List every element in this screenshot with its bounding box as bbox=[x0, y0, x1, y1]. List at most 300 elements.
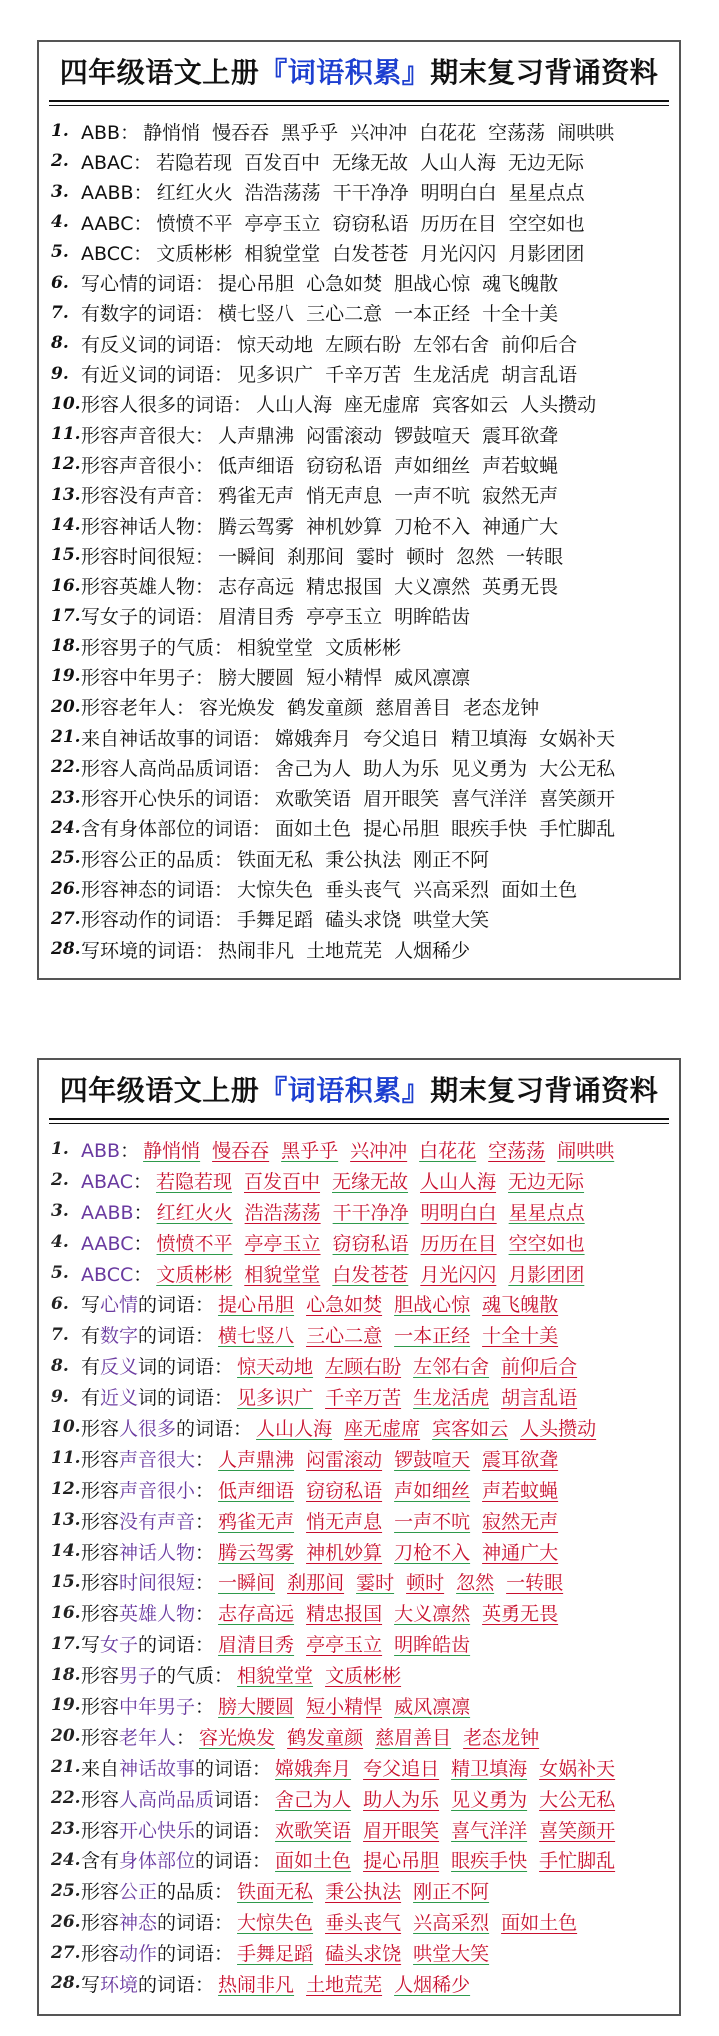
idiom: 心急如焚 bbox=[306, 1294, 383, 1317]
item-number: 23. bbox=[51, 1819, 81, 1840]
item-category bbox=[81, 784, 271, 811]
item-number: 16. bbox=[51, 1602, 81, 1623]
idiom: 干干净净 bbox=[332, 1201, 409, 1224]
category-keyword: 环境 bbox=[100, 1973, 139, 1996]
idiom: 神机妙算 bbox=[306, 515, 383, 538]
idiom: 见义勇为 bbox=[451, 757, 528, 780]
idiom: 空空如也 bbox=[508, 212, 585, 235]
category-keyword: 没有声音 bbox=[119, 1510, 196, 1533]
category-prefix: 有 bbox=[81, 1356, 101, 1379]
idiom: 老态龙钟 bbox=[463, 1726, 540, 1749]
category-keyword: 老年人 bbox=[119, 1726, 177, 1749]
item-number: 14. bbox=[51, 515, 81, 535]
idiom: 大惊失色 bbox=[237, 1912, 314, 1935]
item-category bbox=[81, 1198, 153, 1225]
idiom-group bbox=[157, 1229, 597, 1256]
idiom: 震耳欲聋 bbox=[482, 424, 559, 447]
idiom: 土地荒芜 bbox=[306, 939, 383, 962]
idiom: 慈眉善目 bbox=[375, 1726, 452, 1749]
category-prefix: 形容 bbox=[81, 1788, 120, 1811]
category-prefix: 有 bbox=[81, 364, 101, 387]
idiom: 英勇无畏 bbox=[482, 576, 559, 599]
idiom: 见多识广 bbox=[237, 364, 314, 387]
card-title bbox=[39, 1060, 679, 1118]
category-prefix: 形容 bbox=[81, 879, 120, 902]
idiom: 女娲补天 bbox=[539, 1757, 616, 1780]
category-suffix: 的词语： bbox=[157, 879, 234, 902]
idiom: 左顾右盼 bbox=[325, 333, 402, 356]
category-keyword: 老年人 bbox=[119, 697, 177, 720]
idiom: 眼疾手快 bbox=[451, 1850, 528, 1873]
idiom-group bbox=[218, 512, 570, 539]
idiom-group bbox=[218, 936, 482, 963]
category-prefix: 形容 bbox=[81, 1665, 120, 1688]
idiom: 腾云驾雾 bbox=[218, 515, 295, 538]
idiom: 胆战心惊 bbox=[394, 1294, 471, 1317]
category-suffix: ： bbox=[195, 1448, 215, 1471]
category-keyword: ABB bbox=[81, 121, 121, 144]
list-item bbox=[51, 116, 679, 146]
category-prefix: 有 bbox=[81, 1387, 101, 1410]
list-item bbox=[51, 934, 679, 964]
item-category bbox=[81, 1260, 152, 1287]
category-prefix: 含有 bbox=[81, 818, 120, 841]
idiom: 静悄悄 bbox=[143, 1139, 201, 1162]
item-category bbox=[81, 118, 139, 145]
item-category bbox=[81, 1877, 233, 1904]
idiom: 人声鼎沸 bbox=[218, 424, 295, 447]
item-number: 17. bbox=[51, 605, 81, 626]
idiom: 精卫填海 bbox=[451, 727, 528, 750]
idiom-group bbox=[156, 148, 596, 175]
idiom: 磕头求饶 bbox=[325, 909, 402, 932]
item-number: 2. bbox=[51, 1170, 69, 1191]
idiom: 短小精悍 bbox=[306, 666, 383, 689]
idiom: 助人为乐 bbox=[363, 757, 440, 780]
idiom: 鸦雀无声 bbox=[218, 1510, 295, 1533]
category-suffix: ： bbox=[195, 576, 215, 599]
category-suffix: ： bbox=[195, 1695, 215, 1718]
item-number: 22. bbox=[51, 1788, 81, 1809]
idiom-group bbox=[237, 330, 589, 357]
idiom: 震耳欲聋 bbox=[482, 1448, 559, 1471]
category-keyword: 声音很大 bbox=[119, 424, 196, 447]
idiom: 明明白白 bbox=[420, 1201, 497, 1224]
category-prefix: 写 bbox=[81, 1294, 101, 1317]
item-number: 8. bbox=[51, 333, 69, 354]
list-item bbox=[51, 177, 679, 207]
category-suffix: ： bbox=[195, 1603, 215, 1626]
idiom-group bbox=[218, 1970, 482, 1997]
idiom: 见多识广 bbox=[237, 1387, 314, 1410]
category-keyword: AABC bbox=[81, 1232, 134, 1255]
title-highlight: 『词语积累』 bbox=[259, 56, 431, 89]
idiom: 低声细语 bbox=[218, 454, 295, 477]
title-suffix: 期末复习背诵资料 bbox=[430, 56, 659, 89]
idiom: 低声细语 bbox=[218, 1479, 295, 1502]
category-suffix: 词语： bbox=[214, 1788, 272, 1811]
item-category bbox=[81, 875, 233, 902]
item-number: 10. bbox=[51, 1417, 81, 1438]
list-item bbox=[51, 1659, 679, 1690]
category-keyword: 英雄人物 bbox=[119, 1603, 196, 1626]
category-keyword: 近义 bbox=[100, 364, 139, 387]
idiom: 星星点点 bbox=[508, 182, 585, 205]
idiom: 左邻右舍 bbox=[413, 333, 490, 356]
category-prefix: 写 bbox=[81, 1634, 101, 1657]
item-category bbox=[81, 693, 195, 720]
idiom-group bbox=[237, 905, 501, 932]
vocabulary-list bbox=[39, 106, 679, 964]
list-item bbox=[51, 570, 679, 600]
category-prefix: 形容 bbox=[81, 757, 120, 780]
list-item bbox=[51, 1906, 679, 1937]
category-suffix: 的词语： bbox=[138, 303, 215, 326]
idiom: 兴高采烈 bbox=[413, 1912, 490, 1935]
idiom-group bbox=[143, 1136, 626, 1163]
item-category bbox=[81, 1167, 152, 1194]
idiom: 腾云驾雾 bbox=[218, 1541, 295, 1564]
category-keyword: 人很多 bbox=[119, 1417, 177, 1440]
list-item bbox=[51, 601, 679, 631]
item-category bbox=[81, 1630, 214, 1657]
idiom: 闷雷滚动 bbox=[306, 1448, 383, 1471]
list-item bbox=[51, 752, 679, 782]
item-number: 25. bbox=[51, 848, 81, 869]
idiom: 顿时 bbox=[406, 545, 445, 568]
idiom: 霎时 bbox=[356, 1572, 395, 1595]
idiom-group bbox=[275, 724, 627, 751]
idiom: 欢歌笑语 bbox=[275, 788, 352, 811]
category-suffix: ： bbox=[132, 1170, 152, 1193]
category-prefix: 形容 bbox=[81, 636, 120, 659]
list-item bbox=[51, 1350, 679, 1381]
idiom: 面如土色 bbox=[275, 1850, 352, 1873]
category-suffix: 的品质： bbox=[157, 848, 234, 871]
category-keyword: 数字 bbox=[100, 1325, 139, 1348]
idiom: 眉开眼笑 bbox=[363, 788, 440, 811]
category-suffix: ： bbox=[195, 485, 215, 508]
idiom: 铁面无私 bbox=[237, 1881, 314, 1904]
idiom: 垂头丧气 bbox=[325, 879, 402, 902]
item-category bbox=[81, 1568, 214, 1595]
category-suffix: ： bbox=[120, 121, 140, 144]
item-category bbox=[81, 390, 252, 417]
title-prefix: 四年级语文上册 bbox=[59, 56, 260, 89]
idiom: 三心二意 bbox=[306, 1325, 383, 1348]
idiom-group bbox=[218, 1538, 570, 1565]
idiom: 英勇无畏 bbox=[482, 1603, 559, 1626]
category-prefix: 形容 bbox=[81, 1417, 120, 1440]
idiom: 生龙活虎 bbox=[413, 1387, 490, 1410]
idiom: 喜气洋洋 bbox=[451, 788, 528, 811]
idiom: 历历在目 bbox=[420, 1232, 497, 1255]
idiom: 舍己为人 bbox=[275, 1788, 352, 1811]
idiom: 人头攒动 bbox=[520, 394, 597, 417]
idiom: 大义凛然 bbox=[394, 576, 471, 599]
category-keyword: 声音很小 bbox=[119, 454, 196, 477]
idiom: 无边无际 bbox=[508, 151, 585, 174]
idiom-group bbox=[237, 1908, 589, 1935]
idiom-group bbox=[237, 1352, 589, 1379]
idiom: 红红火火 bbox=[156, 182, 233, 205]
category-suffix: ： bbox=[133, 242, 153, 265]
category-keyword: ABAC bbox=[81, 151, 133, 174]
idiom: 手舞足蹈 bbox=[237, 1943, 314, 1966]
idiom: 精卫填海 bbox=[451, 1757, 528, 1780]
idiom-group bbox=[218, 1599, 570, 1626]
idiom-group bbox=[218, 663, 482, 690]
idiom: 千辛万苦 bbox=[325, 364, 402, 387]
idiom: 一转眼 bbox=[506, 545, 564, 568]
category-suffix: ： bbox=[195, 666, 215, 689]
idiom: 鸦雀无声 bbox=[218, 485, 295, 508]
idiom-group bbox=[237, 845, 501, 872]
idiom: 文质彬彬 bbox=[156, 1263, 233, 1286]
idiom: 兴冲冲 bbox=[350, 1139, 408, 1162]
category-suffix: ： bbox=[133, 1201, 153, 1224]
category-keyword: 数字 bbox=[100, 303, 139, 326]
category-keyword: AABB bbox=[81, 182, 134, 205]
category-suffix: ： bbox=[195, 545, 215, 568]
list-item bbox=[51, 1628, 679, 1659]
item-number: 10. bbox=[51, 393, 81, 414]
item-number: 17. bbox=[51, 1633, 81, 1654]
idiom-group bbox=[237, 633, 413, 660]
idiom: 提心吊胆 bbox=[363, 1850, 440, 1873]
item-number: 14. bbox=[51, 1541, 81, 1562]
idiom: 精忠报国 bbox=[306, 576, 383, 599]
idiom: 白发苍苍 bbox=[332, 242, 409, 265]
item-number: 16. bbox=[51, 575, 81, 596]
idiom: 磕头求饶 bbox=[325, 1943, 402, 1966]
idiom-group bbox=[199, 693, 551, 720]
category-suffix: 的词语： bbox=[138, 1973, 215, 1996]
idiom: 一声不吭 bbox=[394, 485, 471, 508]
idiom: 相貌堂堂 bbox=[237, 1665, 314, 1688]
category-suffix: ： bbox=[176, 697, 196, 720]
item-number: 20. bbox=[51, 696, 81, 717]
idiom: 十全十美 bbox=[482, 1325, 559, 1348]
item-number: 15. bbox=[51, 1571, 81, 1592]
idiom: 眼疾手快 bbox=[451, 818, 528, 841]
idiom-group bbox=[218, 1290, 570, 1317]
idiom-group bbox=[275, 1816, 627, 1843]
item-number: 24. bbox=[51, 817, 81, 838]
list-item bbox=[51, 1196, 679, 1227]
idiom: 刚正不阿 bbox=[413, 848, 490, 871]
idiom: 明眸皓齿 bbox=[394, 1634, 471, 1657]
item-category bbox=[81, 905, 233, 932]
category-prefix: 形容 bbox=[81, 576, 120, 599]
category-suffix: ： bbox=[120, 1139, 140, 1162]
list-item bbox=[51, 1258, 679, 1289]
idiom-group bbox=[275, 1846, 627, 1873]
item-category bbox=[81, 1754, 271, 1781]
category-suffix: 的词语： bbox=[195, 1819, 272, 1842]
category-suffix: ： bbox=[133, 212, 153, 235]
idiom: 星星点点 bbox=[508, 1201, 585, 1224]
item-category bbox=[81, 1692, 214, 1719]
item-category bbox=[81, 421, 214, 448]
category-prefix: 来自 bbox=[81, 1757, 120, 1780]
category-keyword: 开心快乐 bbox=[119, 788, 196, 811]
item-category bbox=[81, 754, 271, 781]
list-item bbox=[51, 1844, 679, 1875]
idiom: 精忠报国 bbox=[306, 1603, 383, 1626]
item-category bbox=[81, 1908, 233, 1935]
idiom: 闹哄哄 bbox=[557, 1139, 615, 1162]
idiom-group bbox=[218, 451, 570, 478]
category-keyword: 公正 bbox=[119, 848, 158, 871]
idiom-group bbox=[157, 178, 597, 205]
category-keyword: 近义 bbox=[100, 1387, 139, 1410]
category-keyword: 女子 bbox=[100, 1634, 139, 1657]
item-category bbox=[81, 1290, 214, 1317]
idiom: 月光闪闪 bbox=[420, 242, 497, 265]
idiom: 相貌堂堂 bbox=[237, 636, 314, 659]
category-keyword: 环境 bbox=[100, 939, 139, 962]
category-prefix: 来自 bbox=[81, 727, 120, 750]
category-prefix: 有 bbox=[81, 303, 101, 326]
item-category bbox=[81, 1352, 233, 1379]
idiom: 白花花 bbox=[419, 121, 477, 144]
idiom: 大义凛然 bbox=[394, 1603, 471, 1626]
item-number: 25. bbox=[51, 1880, 81, 1901]
item-number: 23. bbox=[51, 787, 81, 808]
category-keyword: 神话故事 bbox=[119, 1757, 196, 1780]
idiom-group bbox=[275, 814, 627, 841]
idiom: 志存高远 bbox=[218, 576, 295, 599]
idiom: 面如土色 bbox=[275, 818, 352, 841]
idiom: 胆战心惊 bbox=[394, 273, 471, 296]
idiom: 一瞬间 bbox=[218, 1572, 276, 1595]
category-keyword: 公正 bbox=[119, 1881, 158, 1904]
list-item bbox=[51, 419, 679, 449]
idiom: 宾客如云 bbox=[432, 1417, 509, 1440]
idiom-group bbox=[218, 1630, 482, 1657]
category-keyword: 没有声音 bbox=[119, 485, 196, 508]
idiom: 声如细丝 bbox=[394, 454, 471, 477]
category-suffix: 词语： bbox=[214, 757, 272, 780]
idiom-group bbox=[275, 1785, 627, 1812]
idiom: 月影团团 bbox=[508, 242, 585, 265]
title-suffix: 期末复习背诵资料 bbox=[430, 1074, 659, 1107]
idiom: 胡言乱语 bbox=[501, 1387, 578, 1410]
category-suffix: 的词语： bbox=[138, 273, 215, 296]
item-category bbox=[81, 360, 233, 387]
list-item bbox=[51, 1288, 679, 1319]
idiom: 兴高采烈 bbox=[413, 879, 490, 902]
idiom: 慢吞吞 bbox=[212, 121, 270, 144]
idiom: 秉公执法 bbox=[325, 848, 402, 871]
idiom: 文质彬彬 bbox=[325, 1665, 402, 1688]
idiom: 膀大腰圆 bbox=[218, 1695, 295, 1718]
list-item bbox=[51, 904, 679, 934]
idiom-group bbox=[218, 1321, 570, 1348]
list-item bbox=[51, 1752, 679, 1783]
item-number: 8. bbox=[51, 1355, 69, 1376]
idiom: 悄无声息 bbox=[306, 1510, 383, 1533]
idiom-group bbox=[218, 1692, 482, 1719]
category-keyword: 神态 bbox=[119, 879, 158, 902]
list-item bbox=[51, 1721, 679, 1752]
idiom: 人烟稀少 bbox=[394, 1973, 471, 1996]
idiom: 忽然 bbox=[456, 1572, 495, 1595]
category-suffix: 词的词语： bbox=[138, 364, 234, 387]
category-keyword: 人高尚品质 bbox=[119, 1788, 215, 1811]
item-category bbox=[81, 1846, 271, 1873]
idiom: 短小精悍 bbox=[306, 1695, 383, 1718]
idiom: 兴冲冲 bbox=[350, 121, 408, 144]
idiom: 一本正经 bbox=[394, 1325, 471, 1348]
idiom-group bbox=[237, 1939, 501, 1966]
item-category bbox=[81, 663, 214, 690]
idiom: 助人为乐 bbox=[363, 1788, 440, 1811]
item-category bbox=[81, 1816, 271, 1843]
list-item bbox=[51, 1227, 679, 1258]
idiom: 空空如也 bbox=[508, 1232, 585, 1255]
item-category bbox=[81, 269, 214, 296]
idiom: 空荡荡 bbox=[488, 1139, 546, 1162]
idiom: 眉清目秀 bbox=[218, 606, 295, 629]
category-prefix: 写 bbox=[81, 606, 101, 629]
category-suffix: 的词语： bbox=[176, 1417, 253, 1440]
category-prefix: 形容 bbox=[81, 1819, 120, 1842]
category-suffix: 的词语： bbox=[176, 394, 253, 417]
list-item bbox=[51, 328, 679, 358]
category-suffix: 词的词语： bbox=[138, 333, 234, 356]
list-item bbox=[51, 1814, 679, 1845]
item-number: 9. bbox=[51, 1386, 69, 1407]
idiom: 悄无声息 bbox=[306, 485, 383, 508]
list-item bbox=[51, 540, 679, 570]
idiom: 千辛万苦 bbox=[325, 1387, 402, 1410]
idiom: 女娲补天 bbox=[539, 727, 616, 750]
idiom: 哄堂大笑 bbox=[413, 909, 490, 932]
item-number: 3. bbox=[51, 181, 69, 202]
category-suffix: 的气质： bbox=[157, 1665, 234, 1688]
idiom: 大公无私 bbox=[539, 757, 616, 780]
title-prefix: 四年级语文上册 bbox=[59, 1074, 260, 1107]
idiom: 窃窃私语 bbox=[332, 1232, 409, 1255]
item-category bbox=[81, 814, 271, 841]
list-item bbox=[51, 1783, 679, 1814]
idiom: 垂头丧气 bbox=[325, 1912, 402, 1935]
item-number: 22. bbox=[51, 757, 81, 778]
category-keyword: ABAC bbox=[81, 1170, 133, 1193]
idiom: 秉公执法 bbox=[325, 1881, 402, 1904]
idiom: 人声鼎沸 bbox=[218, 1448, 295, 1471]
idiom: 刀枪不入 bbox=[394, 515, 471, 538]
item-category bbox=[81, 1445, 214, 1472]
list-item bbox=[51, 389, 679, 419]
list-item bbox=[51, 783, 679, 813]
item-category bbox=[81, 845, 233, 872]
category-suffix: ： bbox=[176, 1726, 196, 1749]
idiom-group bbox=[275, 1754, 627, 1781]
item-number: 5. bbox=[51, 1263, 69, 1283]
idiom: 嫦娥奔月 bbox=[275, 727, 352, 750]
item-category bbox=[81, 239, 152, 266]
category-keyword: 神话故事 bbox=[119, 727, 196, 750]
idiom: 干干净净 bbox=[332, 182, 409, 205]
category-keyword: 时间很短 bbox=[119, 1572, 196, 1595]
list-item bbox=[51, 1381, 679, 1412]
idiom: 喜气洋洋 bbox=[451, 1819, 528, 1842]
category-prefix: 写 bbox=[81, 1973, 101, 1996]
idiom: 亭亭玉立 bbox=[244, 1232, 321, 1255]
